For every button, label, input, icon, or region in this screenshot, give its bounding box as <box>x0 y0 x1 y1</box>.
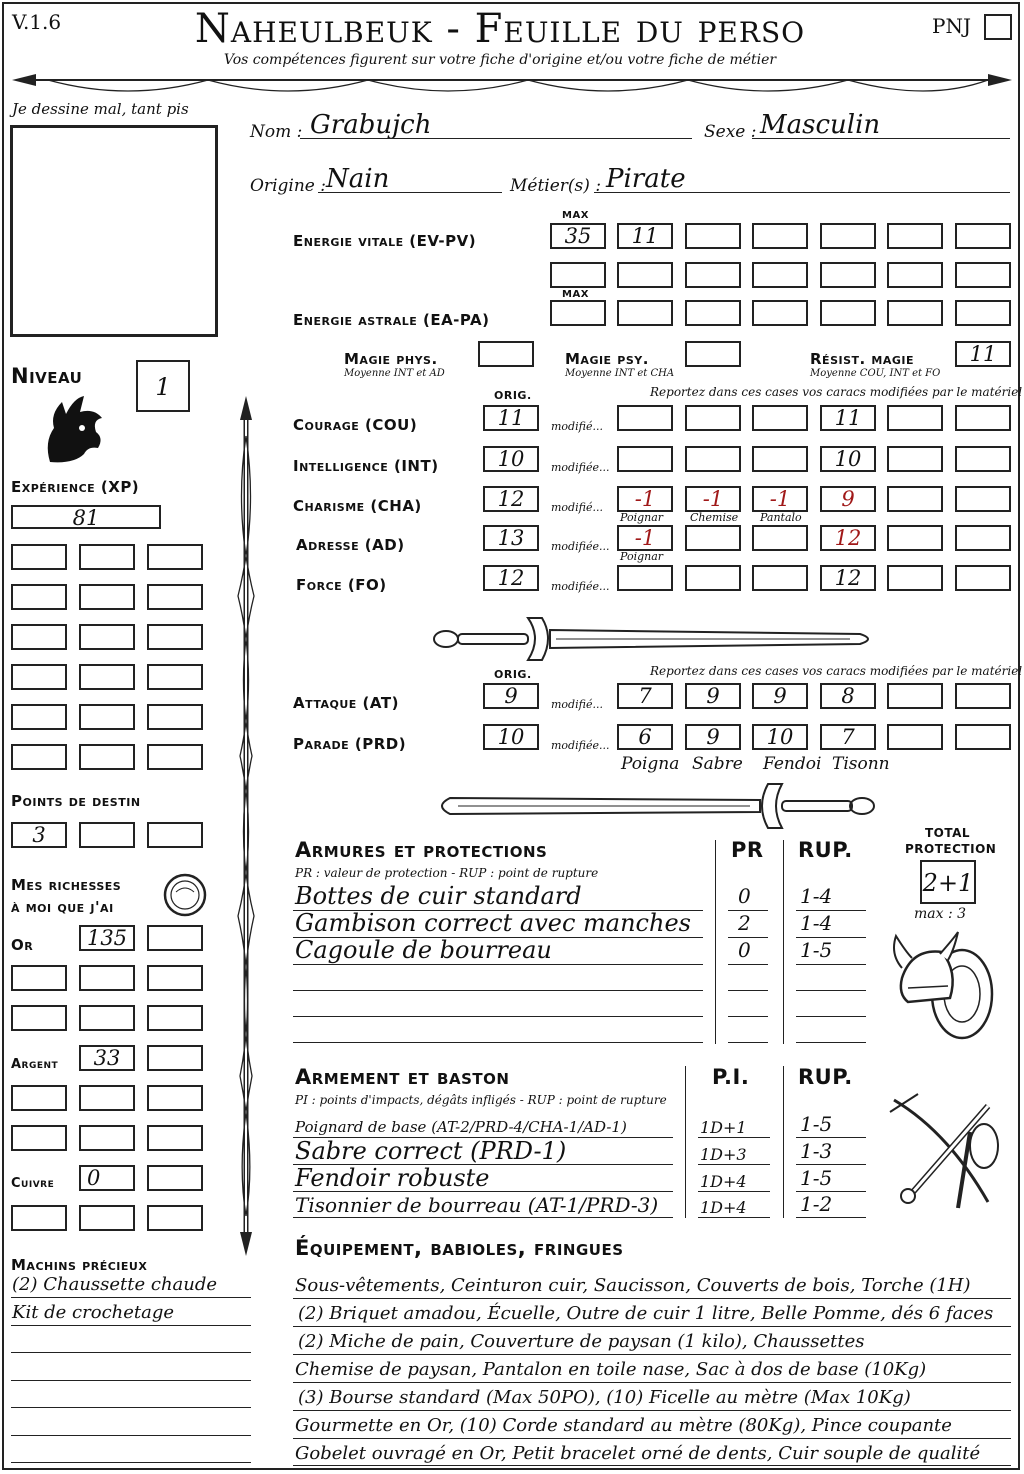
niveau-label: Niveau <box>11 364 83 388</box>
or-box[interactable] <box>79 1005 135 1031</box>
prd-mod-box[interactable]: 9 <box>685 724 741 750</box>
argent-box[interactable] <box>11 1125 67 1151</box>
ea-box[interactable] <box>955 300 1011 326</box>
ev-box[interactable] <box>685 262 741 288</box>
argent-box[interactable] <box>79 1125 135 1151</box>
at-mod-box[interactable] <box>955 683 1011 709</box>
cuivre-box[interactable]: 0 <box>79 1165 135 1191</box>
armor-item-rup[interactable]: 1-4 <box>800 884 833 908</box>
modifiee-label: modifiée... <box>551 739 610 752</box>
ea-max-label: MAX <box>562 289 589 300</box>
total-label-1: TOTAL <box>925 826 971 840</box>
ev-box[interactable] <box>550 262 606 288</box>
armor-item-pr[interactable]: 0 <box>738 938 751 962</box>
at-mod-box[interactable] <box>887 683 943 709</box>
total-max: max : 3 <box>914 906 967 922</box>
weapon-item-name[interactable]: Tisonnier de bourreau (AT-1/PRD-3) <box>295 1193 659 1217</box>
magie-phys-box[interactable] <box>478 341 534 367</box>
xp-box[interactable]: 81 <box>11 505 161 529</box>
armures-rup-header: RUP. <box>798 838 853 862</box>
resist-magie-box[interactable]: 11 <box>955 341 1011 367</box>
weapon-item-rup[interactable]: 1-2 <box>800 1192 833 1216</box>
destin-box[interactable] <box>147 822 203 848</box>
cha-mod-box[interactable] <box>887 486 943 512</box>
cou-label: Courage (COU) <box>293 416 418 434</box>
richesses-label-1: Mes richesses <box>11 876 122 894</box>
cou-mod-box[interactable] <box>887 405 943 431</box>
page-title: Naheulbeuk - Feuille du perso <box>194 6 806 52</box>
xp-grid-box[interactable] <box>79 704 135 730</box>
equipement-title: Équipement, babioles, fringues <box>295 1236 624 1260</box>
total-label-2: PROTECTION <box>905 842 997 856</box>
ev-box[interactable] <box>887 223 943 249</box>
combat-orig-label: ORIG. <box>494 668 532 681</box>
equipment-line[interactable]: (2) Miche de pain, Couverture de paysan (1 kilo), Chaussettes <box>298 1331 865 1352</box>
xp-grid-box[interactable] <box>11 704 67 730</box>
origine-value[interactable]: Nain <box>326 164 390 194</box>
or-box[interactable] <box>147 965 203 991</box>
destin-box[interactable] <box>79 822 135 848</box>
spear-icon <box>228 396 264 1256</box>
ea-box[interactable] <box>820 300 876 326</box>
ev-box[interactable] <box>752 262 808 288</box>
cha-orig-box[interactable]: 12 <box>483 486 539 512</box>
at-mod-box[interactable]: 8 <box>820 683 876 709</box>
metier-value[interactable]: Pirate <box>606 164 686 194</box>
argent-box[interactable] <box>147 1125 203 1151</box>
int-mod-box[interactable] <box>887 446 943 472</box>
int-label: Intelligence (INT) <box>293 457 439 475</box>
ev-max-box[interactable]: 35 <box>550 223 606 249</box>
prd-mod-box[interactable]: 7 <box>820 724 876 750</box>
origine-label: Origine : <box>250 176 326 196</box>
ev-label: Energie vitale (EV-PV) <box>293 232 477 250</box>
cou-mod-box[interactable] <box>617 405 673 431</box>
sword-icon <box>430 780 880 830</box>
modifiee-label: modifiée... <box>551 540 610 553</box>
fo-mod-box[interactable] <box>617 565 673 591</box>
armor-item-pr[interactable]: 2 <box>738 911 751 935</box>
cha-mod-box[interactable]: 9 <box>820 486 876 512</box>
cha-mod-note: Pantalo <box>760 511 802 524</box>
cuivre-label: Cuivre <box>11 1176 55 1191</box>
prd-mod-box[interactable] <box>887 724 943 750</box>
equipment-line[interactable]: Gobelet ouvragé en Or, Petit bracelet orné de dents, Cuir souple de qualité <box>295 1443 981 1464</box>
argent-box[interactable] <box>147 1045 203 1071</box>
resist-magie-label: Résist. magie <box>810 350 915 368</box>
armures-pr-header: PR <box>731 838 764 862</box>
int-orig-box[interactable]: 10 <box>483 446 539 472</box>
prd-mod-box[interactable]: 6 <box>617 724 673 750</box>
fo-orig-box[interactable]: 12 <box>483 565 539 591</box>
carac-note: Reportez dans ces cases vos caracs modifiées par le matériel <box>650 385 1023 399</box>
xp-grid-box[interactable] <box>147 664 203 690</box>
at-mod-box[interactable]: 9 <box>752 683 808 709</box>
cou-mod-box[interactable] <box>752 405 808 431</box>
ad-label: Adresse (AD) <box>296 536 405 554</box>
armor-item-rup[interactable]: 1-5 <box>800 938 833 962</box>
ev-max-label: MAX <box>562 210 589 221</box>
argent-box[interactable] <box>79 1085 135 1111</box>
xp-grid-box[interactable] <box>79 544 135 570</box>
cha-mod-box[interactable]: -1 <box>617 486 673 512</box>
weapon-note: Poigna <box>621 754 680 774</box>
or-box[interactable] <box>11 1005 67 1031</box>
xp-grid-box[interactable] <box>11 584 67 610</box>
cha-mod-box[interactable] <box>955 486 1011 512</box>
armor-item-pr[interactable]: 0 <box>738 884 751 908</box>
ad-mod-box[interactable]: -1 <box>617 525 673 551</box>
cou-orig-box[interactable]: 11 <box>483 405 539 431</box>
magie-psy-box[interactable] <box>685 341 741 367</box>
nom-value[interactable]: Grabujch <box>310 110 432 140</box>
ev-box[interactable] <box>820 262 876 288</box>
ea-max-box[interactable] <box>550 300 606 326</box>
armures-legend: PR : valeur de protection - RUP : point de rupture <box>295 866 599 880</box>
precieux-item[interactable]: (2) Chaussette chaude <box>12 1274 218 1295</box>
fo-label: Force (FO) <box>296 576 387 594</box>
armement-pi-header: P.I. <box>712 1065 750 1089</box>
magie-phys-label: Magie phys. <box>344 350 438 368</box>
precieux-item[interactable]: Kit de crochetage <box>12 1302 175 1323</box>
xp-grid-box[interactable] <box>79 584 135 610</box>
header-spear-icon <box>8 62 1016 102</box>
version-label: V.1.6 <box>12 10 62 34</box>
cha-mod-note: Poignar <box>620 511 664 524</box>
armor-item-rup[interactable]: 1-4 <box>800 911 833 935</box>
xp-grid-box[interactable] <box>11 544 67 570</box>
cha-mod-note: Chemise <box>690 511 739 524</box>
xp-grid-box[interactable] <box>79 744 135 770</box>
cuivre-box[interactable] <box>11 1205 67 1231</box>
cha-mod-box[interactable]: -1 <box>685 486 741 512</box>
portrait-box[interactable] <box>10 125 218 337</box>
xp-grid-box[interactable] <box>147 704 203 730</box>
or-box[interactable] <box>147 1005 203 1031</box>
helmet-shield-icon <box>888 928 998 1050</box>
cha-mod-box[interactable]: -1 <box>752 486 808 512</box>
at-label: Attaque (AT) <box>293 694 399 712</box>
at-mod-box[interactable]: 9 <box>685 683 741 709</box>
destin-label: Points de destin <box>11 792 141 810</box>
int-mod-box[interactable] <box>685 446 741 472</box>
magie-psy-label: Magie psy. <box>565 350 649 368</box>
sword-icon <box>430 612 880 662</box>
ad-mod-note: Poignar <box>620 550 664 563</box>
crossed-weapons-icon <box>888 1092 1006 1212</box>
armor-item-name[interactable]: Cagoule de bourreau <box>295 936 552 964</box>
ad-orig-box[interactable]: 13 <box>483 525 539 551</box>
ad-mod-box[interactable] <box>752 525 808 551</box>
ev-box[interactable] <box>955 262 1011 288</box>
pnj-label: PNJ <box>932 14 971 38</box>
coin-icon <box>162 872 208 918</box>
total-protection-box[interactable]: 2+1 <box>920 860 976 904</box>
weapon-item-rup[interactable]: 1-5 <box>800 1112 833 1136</box>
portrait-caption: Je dessine mal, tant pis <box>12 100 189 118</box>
weapon-note: Sabre <box>692 754 743 774</box>
weapon-item-name[interactable]: Fendoir robuste <box>295 1164 490 1192</box>
xp-label: Expérience (XP) <box>11 478 140 496</box>
armor-item-name[interactable]: Gambison correct avec manches <box>295 909 691 937</box>
xp-grid-box[interactable] <box>147 544 203 570</box>
equipment-line[interactable]: Chemise de paysan, Pantalon en toile nase, Sac à dos de base (10Kg) <box>295 1359 927 1380</box>
fo-mod-box[interactable] <box>955 565 1011 591</box>
destin-box[interactable]: 3 <box>11 822 67 848</box>
ea-box[interactable] <box>752 300 808 326</box>
modifiee-label: modifiée... <box>551 461 610 474</box>
or-box[interactable]: 135 <box>79 925 135 951</box>
int-mod-box[interactable] <box>955 446 1011 472</box>
ev-box[interactable] <box>617 262 673 288</box>
fo-mod-box[interactable]: 12 <box>820 565 876 591</box>
xp-grid-box[interactable] <box>79 624 135 650</box>
cou-mod-box[interactable]: 11 <box>820 405 876 431</box>
fo-mod-box[interactable] <box>685 565 741 591</box>
modifie-label: modifié... <box>551 501 603 514</box>
int-mod-box[interactable] <box>752 446 808 472</box>
or-box[interactable] <box>11 965 67 991</box>
cha-label: Charisme (CHA) <box>293 497 422 515</box>
precieux-label: Machins précieux <box>11 1256 148 1274</box>
weapon-note: Tisonn <box>832 754 890 774</box>
xp-grid-box[interactable] <box>11 744 67 770</box>
combat-note: Reportez dans ces cases vos caracs modifiées par le matériel <box>650 664 1023 678</box>
prd-label: Parade (PRD) <box>293 735 407 753</box>
ea-box[interactable] <box>887 300 943 326</box>
modifie-label: modifié... <box>551 420 603 433</box>
ev-box[interactable] <box>685 223 741 249</box>
xp-grid-box[interactable] <box>147 584 203 610</box>
weapon-item-rup[interactable]: 1-5 <box>800 1166 833 1190</box>
prd-mod-box[interactable]: 10 <box>752 724 808 750</box>
argent-label: Argent <box>11 1057 59 1072</box>
metier-label: Métier(s) : <box>510 176 602 196</box>
pnj-checkbox[interactable] <box>984 14 1012 40</box>
armor-item-name[interactable]: Bottes de cuir standard <box>295 882 582 910</box>
or-box[interactable] <box>79 965 135 991</box>
argent-box[interactable] <box>147 1085 203 1111</box>
xp-grid-box[interactable] <box>11 664 67 690</box>
weapon-item-rup[interactable]: 1-3 <box>800 1139 833 1163</box>
ev-box[interactable] <box>955 223 1011 249</box>
sexe-label: Sexe : <box>704 122 757 142</box>
argent-box[interactable] <box>11 1085 67 1111</box>
cuivre-box[interactable] <box>79 1205 135 1231</box>
niveau-box[interactable]: 1 <box>136 360 190 412</box>
resist-magie-sub: Moyenne COU, INT et FO <box>810 368 941 379</box>
page-subtitle: Vos compétences figurent sur votre fiche d'origine et/ou votre fiche de métier <box>223 52 777 68</box>
weapon-item-pi[interactable]: 1D+3 <box>700 1145 747 1164</box>
at-mod-box[interactable]: 7 <box>617 683 673 709</box>
ev-current-box[interactable]: 11 <box>617 223 673 249</box>
carac-orig-label: ORIG. <box>494 389 532 402</box>
dragon-head-icon <box>40 392 110 466</box>
ea-label: Energie astrale (EA-PA) <box>293 311 490 329</box>
weapon-note: Fendoi <box>763 754 822 774</box>
at-orig-box[interactable]: 9 <box>483 683 539 709</box>
richesses-label-2: à moi que j'ai <box>11 898 114 916</box>
ev-box[interactable] <box>887 262 943 288</box>
weapon-item-name[interactable]: Sabre correct (PRD-1) <box>295 1137 567 1165</box>
armement-rup-header: RUP. <box>798 1065 853 1089</box>
equipment-line[interactable]: Sous-vêtements, Ceinturon cuir, Saucisson, Couverts de bois, Torche (1H) <box>295 1275 971 1296</box>
cuivre-box[interactable] <box>147 1165 203 1191</box>
magie-psy-sub: Moyenne INT et CHA <box>565 368 675 379</box>
magie-phys-sub: Moyenne INT et AD <box>344 368 445 379</box>
armement-title: Armement et baston <box>295 1065 510 1089</box>
prd-mod-box[interactable] <box>955 724 1011 750</box>
ea-box[interactable] <box>685 300 741 326</box>
ev-box[interactable] <box>820 223 876 249</box>
ad-mod-box[interactable]: 12 <box>820 525 876 551</box>
armures-title: Armures et protections <box>295 838 548 862</box>
or-label: Or <box>11 936 34 954</box>
modifiee-label: modifiée... <box>551 580 610 593</box>
argent-box[interactable]: 33 <box>79 1045 135 1071</box>
ev-box[interactable] <box>752 223 808 249</box>
ad-mod-box[interactable] <box>887 525 943 551</box>
cuivre-box[interactable] <box>147 1205 203 1231</box>
equipment-line[interactable]: (3) Bourse standard (Max 50PO), (10) Ficelle au mètre (Max 10Kg) <box>298 1387 911 1408</box>
ea-box[interactable] <box>617 300 673 326</box>
modifie-label: modifié... <box>551 698 603 711</box>
equipment-line[interactable]: (2) Briquet amadou, Écuelle, Outre de cuir 1 litre, Belle Pomme, dés 6 faces <box>298 1303 994 1324</box>
xp-grid-box[interactable] <box>147 624 203 650</box>
fo-mod-box[interactable] <box>752 565 808 591</box>
xp-grid-box[interactable] <box>11 624 67 650</box>
weapon-item-pi[interactable]: 1D+4 <box>700 1172 747 1191</box>
or-box[interactable] <box>147 925 203 951</box>
equipment-line[interactable]: Gourmette en Or, (10) Corde standard au mètre (80Kg), Pince coupante <box>295 1415 952 1436</box>
weapon-item-name[interactable]: Poignard de base (AT-2/PRD-4/CHA-1/AD-1) <box>295 1118 627 1136</box>
prd-orig-box[interactable]: 10 <box>483 724 539 750</box>
int-mod-box[interactable] <box>617 446 673 472</box>
cou-mod-box[interactable] <box>685 405 741 431</box>
ad-mod-box[interactable] <box>955 525 1011 551</box>
weapon-item-pi[interactable]: 1D+1 <box>700 1118 747 1137</box>
sexe-value[interactable]: Masculin <box>760 110 881 140</box>
weapon-item-pi[interactable]: 1D+4 <box>700 1198 747 1217</box>
xp-grid-box[interactable] <box>147 744 203 770</box>
fo-mod-box[interactable] <box>887 565 943 591</box>
armement-legend: PI : points d'impacts, dégâts infligés - RUP : point de rupture <box>295 1093 667 1107</box>
int-mod-box[interactable]: 10 <box>820 446 876 472</box>
nom-label: Nom : <box>250 122 303 142</box>
cou-mod-box[interactable] <box>955 405 1011 431</box>
ad-mod-box[interactable] <box>685 525 741 551</box>
xp-grid-box[interactable] <box>79 664 135 690</box>
